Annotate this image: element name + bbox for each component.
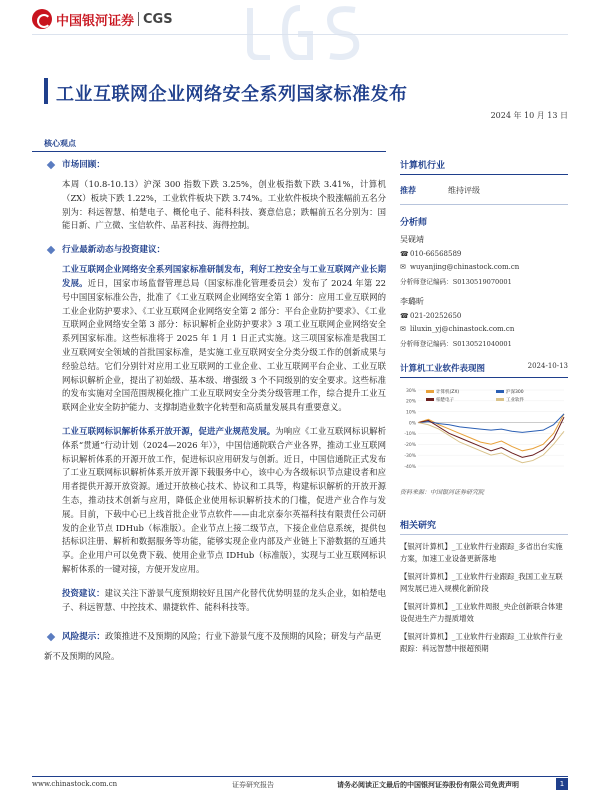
rating-divider — [400, 204, 568, 205]
news-body-1: 近日，国家市场监督管理总局（国家标准化管理委员会）发布了 2024 年第 22 号中国国家标准公告，批准了《工业互联网企业网络安全第 1 部分：应用工业互联网的工业企业防护要求》、《工业互联网企业网络安全第 2 部分：平台企业防护要求》、《工业互联网企业网络安全第 3 部分：标识解析企业防护要求》3 项工业互联网企业网络安全系列国家标准。这些标准将于 2025 年 1 月 1 日正式实施。这三项国家标准是我国工业互联网安全领域的首批国家标准，是实施工业互联网安全分类分级工作的创新成果与经验总结。它们分别针对应用工业互联网的工业企业、工业互联网平台企业、工业互联网标识解析企业，提出了初始级、基本级、增强级 3 个不同级别的安全要求。这些标准的发布实施对全国范围规模化推广工业互联网安全分类分级管理工作，综合提升工业互联网企业安全防护能力、支撑制造业数字化转型和高质量发展具有重要意义。 — [62, 277, 386, 413]
header-divider — [32, 34, 568, 35]
heading-text: 行业最新动态与投资建议： — [62, 245, 166, 256]
phone-icon: ☎ — [400, 250, 409, 258]
industry-heading: 计算机行业 — [400, 158, 568, 175]
chart-y-tick-label: 20% — [405, 399, 416, 405]
heading-text: 风险提示： — [62, 632, 105, 643]
analyst-phone — [400, 250, 568, 258]
analyst-name: 吴砚靖 — [400, 235, 424, 244]
chart-legend-label: 柏楚电子 — [436, 398, 454, 403]
chart-series-line — [418, 417, 564, 457]
analyst-registration: 分析师登记编码：S0130519070001 — [400, 278, 512, 286]
chart-legend-swatch — [426, 398, 434, 401]
rating-label: 推荐 — [400, 185, 416, 195]
page-header — [0, 0, 600, 62]
chart-legend-swatch — [426, 390, 434, 393]
news-paragraph-2 — [44, 425, 386, 577]
risk-heading — [44, 630, 105, 644]
chart-y-tick-label: -40% — [404, 464, 416, 470]
rating-value: 维持评级 — [448, 186, 480, 195]
title-accent-bar — [44, 78, 48, 104]
chart-y-tick-label: 10% — [405, 410, 416, 416]
analyst-heading: 分析师 — [400, 218, 428, 228]
risk-text: 政策推进不及预期的风险；行业下游景气度不及预期的风险；研发与产品更新不及预期的风险。 — [44, 631, 382, 662]
chart-series-line — [418, 423, 564, 463]
advice-body: 建议关注下游景气度预期较好且国产化替代优势明显的龙头企业，如柏楚电子、科远智慧、中控技术、鼎捷软件、能科科技等。 — [62, 587, 387, 612]
investment-advice — [44, 587, 386, 615]
chart-source: 资料来源：中国银河证券研究院 — [400, 489, 485, 496]
phone-icon: ☎ — [400, 312, 409, 320]
rating-row — [400, 185, 568, 196]
market-review-heading — [44, 158, 386, 172]
news-paragraph-1 — [44, 263, 386, 415]
chart-legend-label: 工业软件 — [506, 398, 524, 403]
related-link[interactable]: 【银河计算机】_工业软件行业跟踪_我国工业互联网发展已进入规模化新阶段 — [400, 572, 563, 593]
brand-logo-icon — [32, 9, 52, 29]
news-body-2: 为响应《工业互联网标识解析体系“贯通”行动计划（2024—2026 年）》，中国信通院联合产业各界，推动工业互联网标识解析体系的开源开放工作，促进标识应用研发与创新。近日，中国信通院正式发布了工业互联网标识解析体系开放开源下载服务中心，该中心为各级标识节点建设者和应用者提供开源开放资源。通过开放核心技术、协议和工具等，构建标识解析的开放开源生态，推动技术创新与应用，降低企业使用标识解析技术的门槛，促进产业合作与发展。目前，下载中心已上线首批企业节点软件——由北京泰尔英福科技有限责任公司研发的企业节点 IDHub（标准版）。企业节点上接二级节点，下接企业信息系统，提供包括标识注册、解析和数据服务等功能，能够实现企业内部及产业链上下游数据的互通共享。企业用户可以免费下载、使用企业节点 IDHub（标准版），实现与工业互联网标识解析体系的一键对接，方便开发应用。 — [62, 425, 387, 574]
phone-text: 010-66568589 — [410, 250, 462, 258]
logo-text: 中国银河证券 — [56, 13, 135, 29]
logo-divider — [138, 12, 139, 26]
footer-website[interactable]: www.chinastock.com.cn — [32, 780, 118, 788]
report-date: 2024 年 10 月 13 日 — [490, 111, 568, 120]
related-link[interactable]: 【银河计算机】_工业软件周报_央企创新联合体建设促进生产力提质增效 — [400, 602, 563, 623]
footer-report-type: 证券研究报告 — [232, 781, 274, 789]
page-number: 1 — [556, 778, 568, 790]
report-title: 工业互联网企业网络安全系列国家标准发布 — [56, 84, 408, 105]
related-heading: 相关研究 — [400, 518, 568, 535]
email-text: liluxin_yj@chinastock.com.cn — [410, 325, 515, 333]
chart-date: 2024-10-13 — [527, 362, 568, 370]
analyst-email[interactable] — [400, 325, 568, 333]
analyst-phone — [400, 312, 568, 320]
chart-legend-label: 沪深300 — [506, 390, 524, 395]
section-heading: 核心观点 — [44, 138, 76, 148]
heading-text: 市场回顾： — [62, 160, 105, 170]
industry-news-heading — [44, 243, 386, 257]
news-lead-2: 工业互联网标识解析体系开放开源，促进产业规范发展。 — [62, 425, 276, 436]
advice-lead: 投资建议： — [62, 587, 105, 598]
chart-y-tick-label: 30% — [405, 388, 416, 394]
market-review-text: 本周（10.8-10.13）沪深 300 指数下跌 3.25%，创业板指数下跌 3.41%，计算机（ZX）板块下跌 1.22%，工业软件板块下跌 3.74%。工业软件板块个股涨幅前五名分别为：科远智慧、柏楚电子、概伦电子、能科科技、赛意信息；跌幅前五名分别为：国能日新、广立微、宝信软件、品茗科技、海得控制。 — [62, 179, 386, 231]
analyst-name: 李璐昕 — [400, 297, 424, 306]
chart-y-tick-label: 0% — [408, 421, 416, 427]
chart-y-tick-label: -10% — [404, 432, 416, 438]
logo — [32, 8, 173, 30]
section-divider — [32, 151, 386, 152]
chart-series-line — [418, 414, 564, 451]
footer-disclaimer: 请务必阅读正文最后的中国银河证券股份有限公司免责声明 — [337, 780, 519, 789]
footer-divider — [32, 776, 568, 777]
sidebar — [400, 158, 568, 655]
email-text: wuyanjing@chinastock.com.cn — [410, 263, 520, 271]
chart-legend-swatch — [496, 398, 504, 401]
related-link[interactable]: 【银河计算机】_工业软件行业跟踪_工业软件行业跟踪：科远智慧中报超预期 — [400, 632, 563, 653]
watermark-icon — [230, 0, 370, 60]
chart-y-tick-label: -30% — [404, 453, 416, 459]
analyst-registration: 分析师登记编码：S0130521040001 — [400, 340, 512, 348]
phone-text: 021-20252650 — [410, 312, 462, 320]
related-link[interactable]: 【银河计算机】_工业软件行业跟踪_多省出台实施方案，加速工业设备更新落地 — [400, 542, 563, 563]
chart-legend-swatch — [496, 390, 504, 393]
news-lead-1: 工业互联网企业网络安全系列国家标准研制发布，利好工控安全与工业互联网产业长期发展。 — [62, 264, 386, 288]
logo-cgs: CGS — [143, 11, 173, 27]
chart-y-tick-label: -20% — [404, 443, 416, 449]
main-column — [44, 158, 386, 664]
email-icon: ✉ — [400, 263, 406, 271]
chart-title: 计算机工业软件表现图 — [400, 364, 486, 374]
chart-svg — [400, 384, 568, 484]
chart-legend-label: 计算机(ZX) — [436, 390, 460, 395]
email-icon: ✉ — [400, 325, 406, 333]
performance-chart — [400, 384, 568, 484]
analyst-email[interactable] — [400, 263, 568, 271]
chart-heading — [400, 362, 568, 378]
